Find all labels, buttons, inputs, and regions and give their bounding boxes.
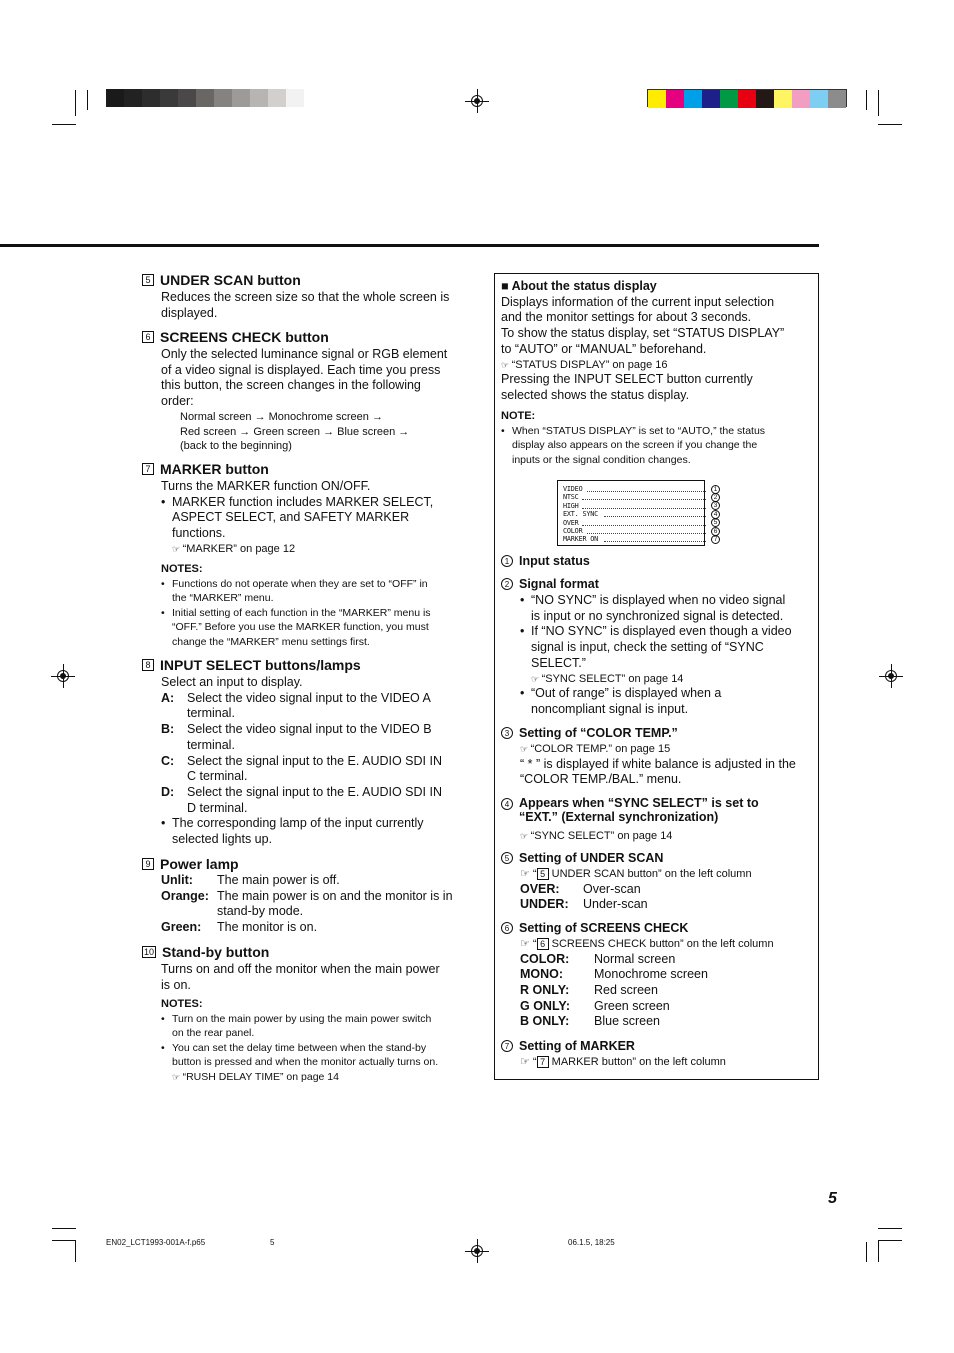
callout-number: 2 [711,493,720,502]
section-screens-check-heading: 6 SCREENS CHECK button [142,329,329,345]
callout-number: 7 [711,535,720,544]
calibration-swatch [160,89,178,107]
section-number: 7 [142,463,154,475]
page-reference: ☞ “RUSH DELAY TIME” on page 14 [161,1070,473,1085]
status-display-row: MARKER ON [563,535,599,544]
marker-setting-description: ☞ “ 7 MARKER button” on the left column [520,1056,726,1068]
page-reference: ☞ “SYNC SELECT” on page 14 [520,829,672,844]
crop-mark [878,1228,902,1229]
item-color-temp: 3 Setting of “COLOR TEMP.” [501,726,678,740]
color-temp-description: ☞ “COLOR TEMP.” on page 15 “ * ” is displayed if white balance is adjusted in the “COLOR TEMP./BAL.” menu. [520,742,815,788]
under-scan-description: Reduces the screen size so that the whole screen is displayed. [161,290,450,320]
input-select-description: Select an input to display. A: Select the video signal input to the VIDEO A terminal. B: Select the video signal input to the VIDEO B terminal. C: Select the signal input to the E. AUDIO SDI IN C terminal. D: Select the signal input to the E. AUDIO SDI IN D terminal. • The corresponding lamp of the input currently selected lights up. [161,675,471,848]
registration-mark-icon [469,1243,485,1259]
calibration-swatch [738,90,756,108]
calibration-swatch [214,89,232,107]
registration-mark-icon [469,93,485,109]
color-calibration-strip [647,89,847,107]
calibration-swatch [268,89,286,107]
section-marker-heading: 7 MARKER button [142,461,269,477]
crop-mark [866,90,867,110]
callout-number: 5 [711,518,720,527]
screens-check-order: Normal screen → Monochrome screen → Red screen → Green screen → Blue screen → (back to the beginning) [180,411,410,452]
under-scan-setting-description: ☞ “ 5 UNDER SCAN button” on the left column OVER: Over-scan UNDER: Under-scan [520,868,752,912]
screens-check-setting-description: ☞ “ 6 SCREENS CHECK button” on the left column COLOR: Normal screen MONO: Monochrome screen R ONLY: Red screen G ONLY: Green screen B ONLY: Blue screen [520,938,774,1029]
calibration-swatch [250,89,268,107]
item-signal-format: 2 Signal format [501,577,599,591]
calibration-swatch [810,90,828,108]
section-standby-heading: 10 Stand-by button [144,944,270,960]
crop-mark [878,124,902,125]
crop-mark [878,90,879,116]
standby-description: Turns on and off the monitor when the main power is on. [161,962,440,992]
marker-description: Turns the MARKER function ON/OFF. • MARKER function includes MARKER SELECT, ASPECT SELECT, and SAFETY MARKER functions. ☞ “MARKER” on page 12 [161,479,471,556]
calibration-swatch [720,90,738,108]
registration-mark-icon [883,668,899,684]
footer-date: 06.1.5, 18:25 [568,1238,615,1247]
page-reference: ☞ “SYNC SELECT” on page 14 [520,672,815,687]
crop-mark [87,90,88,110]
calibration-swatch [286,89,304,107]
status-display-row: NTSC [563,493,579,502]
registration-mark-icon [55,668,71,684]
status-display-row: EXT. SYNC [563,510,599,519]
calibration-swatch [142,89,160,107]
calibration-swatch [648,90,666,108]
leader-dots [604,510,706,517]
section-input-select-heading: 8 INPUT SELECT buttons/lamps [142,657,361,673]
callout-number: 1 [711,485,720,494]
signal-format-description: • “NO SYNC” is displayed when no video signal is input or no synchronized signal is detected. • If “NO SYNC” is displayed even though a video signal is input, check the setting of “SYNC SELECT.” ☞ “SYNC SELECT” on page 14 • “Out of range” is displayed when a noncompliant signal is input. [520,593,815,717]
section-number: 9 [142,858,154,870]
calibration-swatch [828,90,846,108]
leader-dots [582,493,706,500]
leader-dots [587,527,707,534]
leader-dots [582,502,706,509]
screens-check-description: Only the selected luminance signal or RGB element of a video signal is displayed. Each time you press this button, the screen changes in the following order: [161,347,448,409]
calibration-swatch [106,89,124,107]
standby-notes: NOTES: • Turn on the main power by using the main power switch on the rear panel. • You can set the delay time between when the stand-by button is pressed and when the monitor actually turns on. ☞ “RUSH DELAY TIME” on page 14 [161,997,473,1084]
marker-notes: NOTES: • Functions do not operate when they are set to “OFF” in the “MARKER” menu. • Initial setting of each function in the “MARKER” menu is “OFF.” Before you use the MARKER function, you must change the “MARKER” menu settings first. [161,562,471,649]
callout-number: 6 [711,527,720,536]
calibration-swatch [124,89,142,107]
crop-mark [52,1228,76,1229]
item-sync-select: 4 Appears when “SYNC SELECT” is set to “EXT.” (External synchronization) [501,796,759,824]
section-number: 8 [142,659,154,671]
header-rule [0,244,819,247]
status-display-row: OVER [563,518,579,527]
crop-mark [52,124,76,125]
calibration-swatch [232,89,250,107]
crop-mark [75,90,76,116]
item-screens-check-setting: 6 Setting of SCREENS CHECK [501,921,688,935]
crop-mark [878,1240,879,1262]
section-power-lamp-heading: 9 Power lamp [142,856,239,872]
status-display-row: COLOR [563,527,583,535]
crop-mark [866,1242,867,1262]
status-display-row: VIDEO [563,485,583,493]
calibration-swatch [702,90,720,108]
leader-dots [604,535,706,542]
item-input-status: 1 Input status [501,554,590,568]
status-display-row: HIGH [563,501,579,510]
page-number: 5 [828,1190,837,1207]
square-bullet-icon: ■ [501,279,512,293]
section-number: 5 [142,274,154,286]
leader-dots [587,485,707,492]
leader-dots [582,519,706,526]
footer-filename: EN02_LCT1993-001A-f.p65 [106,1238,206,1247]
grayscale-calibration-strip [106,89,304,107]
calibration-swatch [792,90,810,108]
about-status-display: ■ About the status display Displays information of the current input selection and the monitor settings for about 3 seconds. To show the status display, set “STATUS DISPLAY” to “AUTO” or “MANUAL” beforehand. ☞ “STATUS DISPLAY” on page 16 Pressing the INPUT SELECT button currently selected shows the status display. [501,279,815,403]
calibration-swatch [666,90,684,108]
calibration-swatch [684,90,702,108]
status-display-note: NOTE: • When “STATUS DISPLAY” is set to “AUTO,” the status display also appears on the screen if you change the inputs or the signal condition changes. [501,409,811,467]
page-reference: ☞ “COLOR TEMP.” on page 15 [520,742,815,757]
page-reference: ☞ “MARKER” on page 12 [161,542,471,557]
section-number: 10 [144,947,155,957]
section-number: 6 [142,331,154,343]
section-under-scan-heading: 5 UNDER SCAN button [142,272,301,288]
calibration-swatch [178,89,196,107]
crop-mark [75,1240,76,1262]
item-marker-setting: 7 Setting of MARKER [501,1039,635,1053]
footer-page: 5 [270,1238,275,1247]
page-reference: ☞ “STATUS DISPLAY” on page 16 [501,358,815,373]
callout-number: 3 [711,501,720,510]
callout-number: 4 [711,510,720,519]
calibration-swatch [756,90,774,108]
calibration-swatch [774,90,792,108]
crop-mark [878,1240,902,1241]
crop-mark [52,1240,76,1241]
item-under-scan-setting: 5 Setting of UNDER SCAN [501,851,663,865]
calibration-swatch [196,89,214,107]
power-lamp-description: Unlit: The main power is off. Orange: The main power is on and the monitor is in stand-by mode. Green: The monitor is on. [161,873,453,935]
